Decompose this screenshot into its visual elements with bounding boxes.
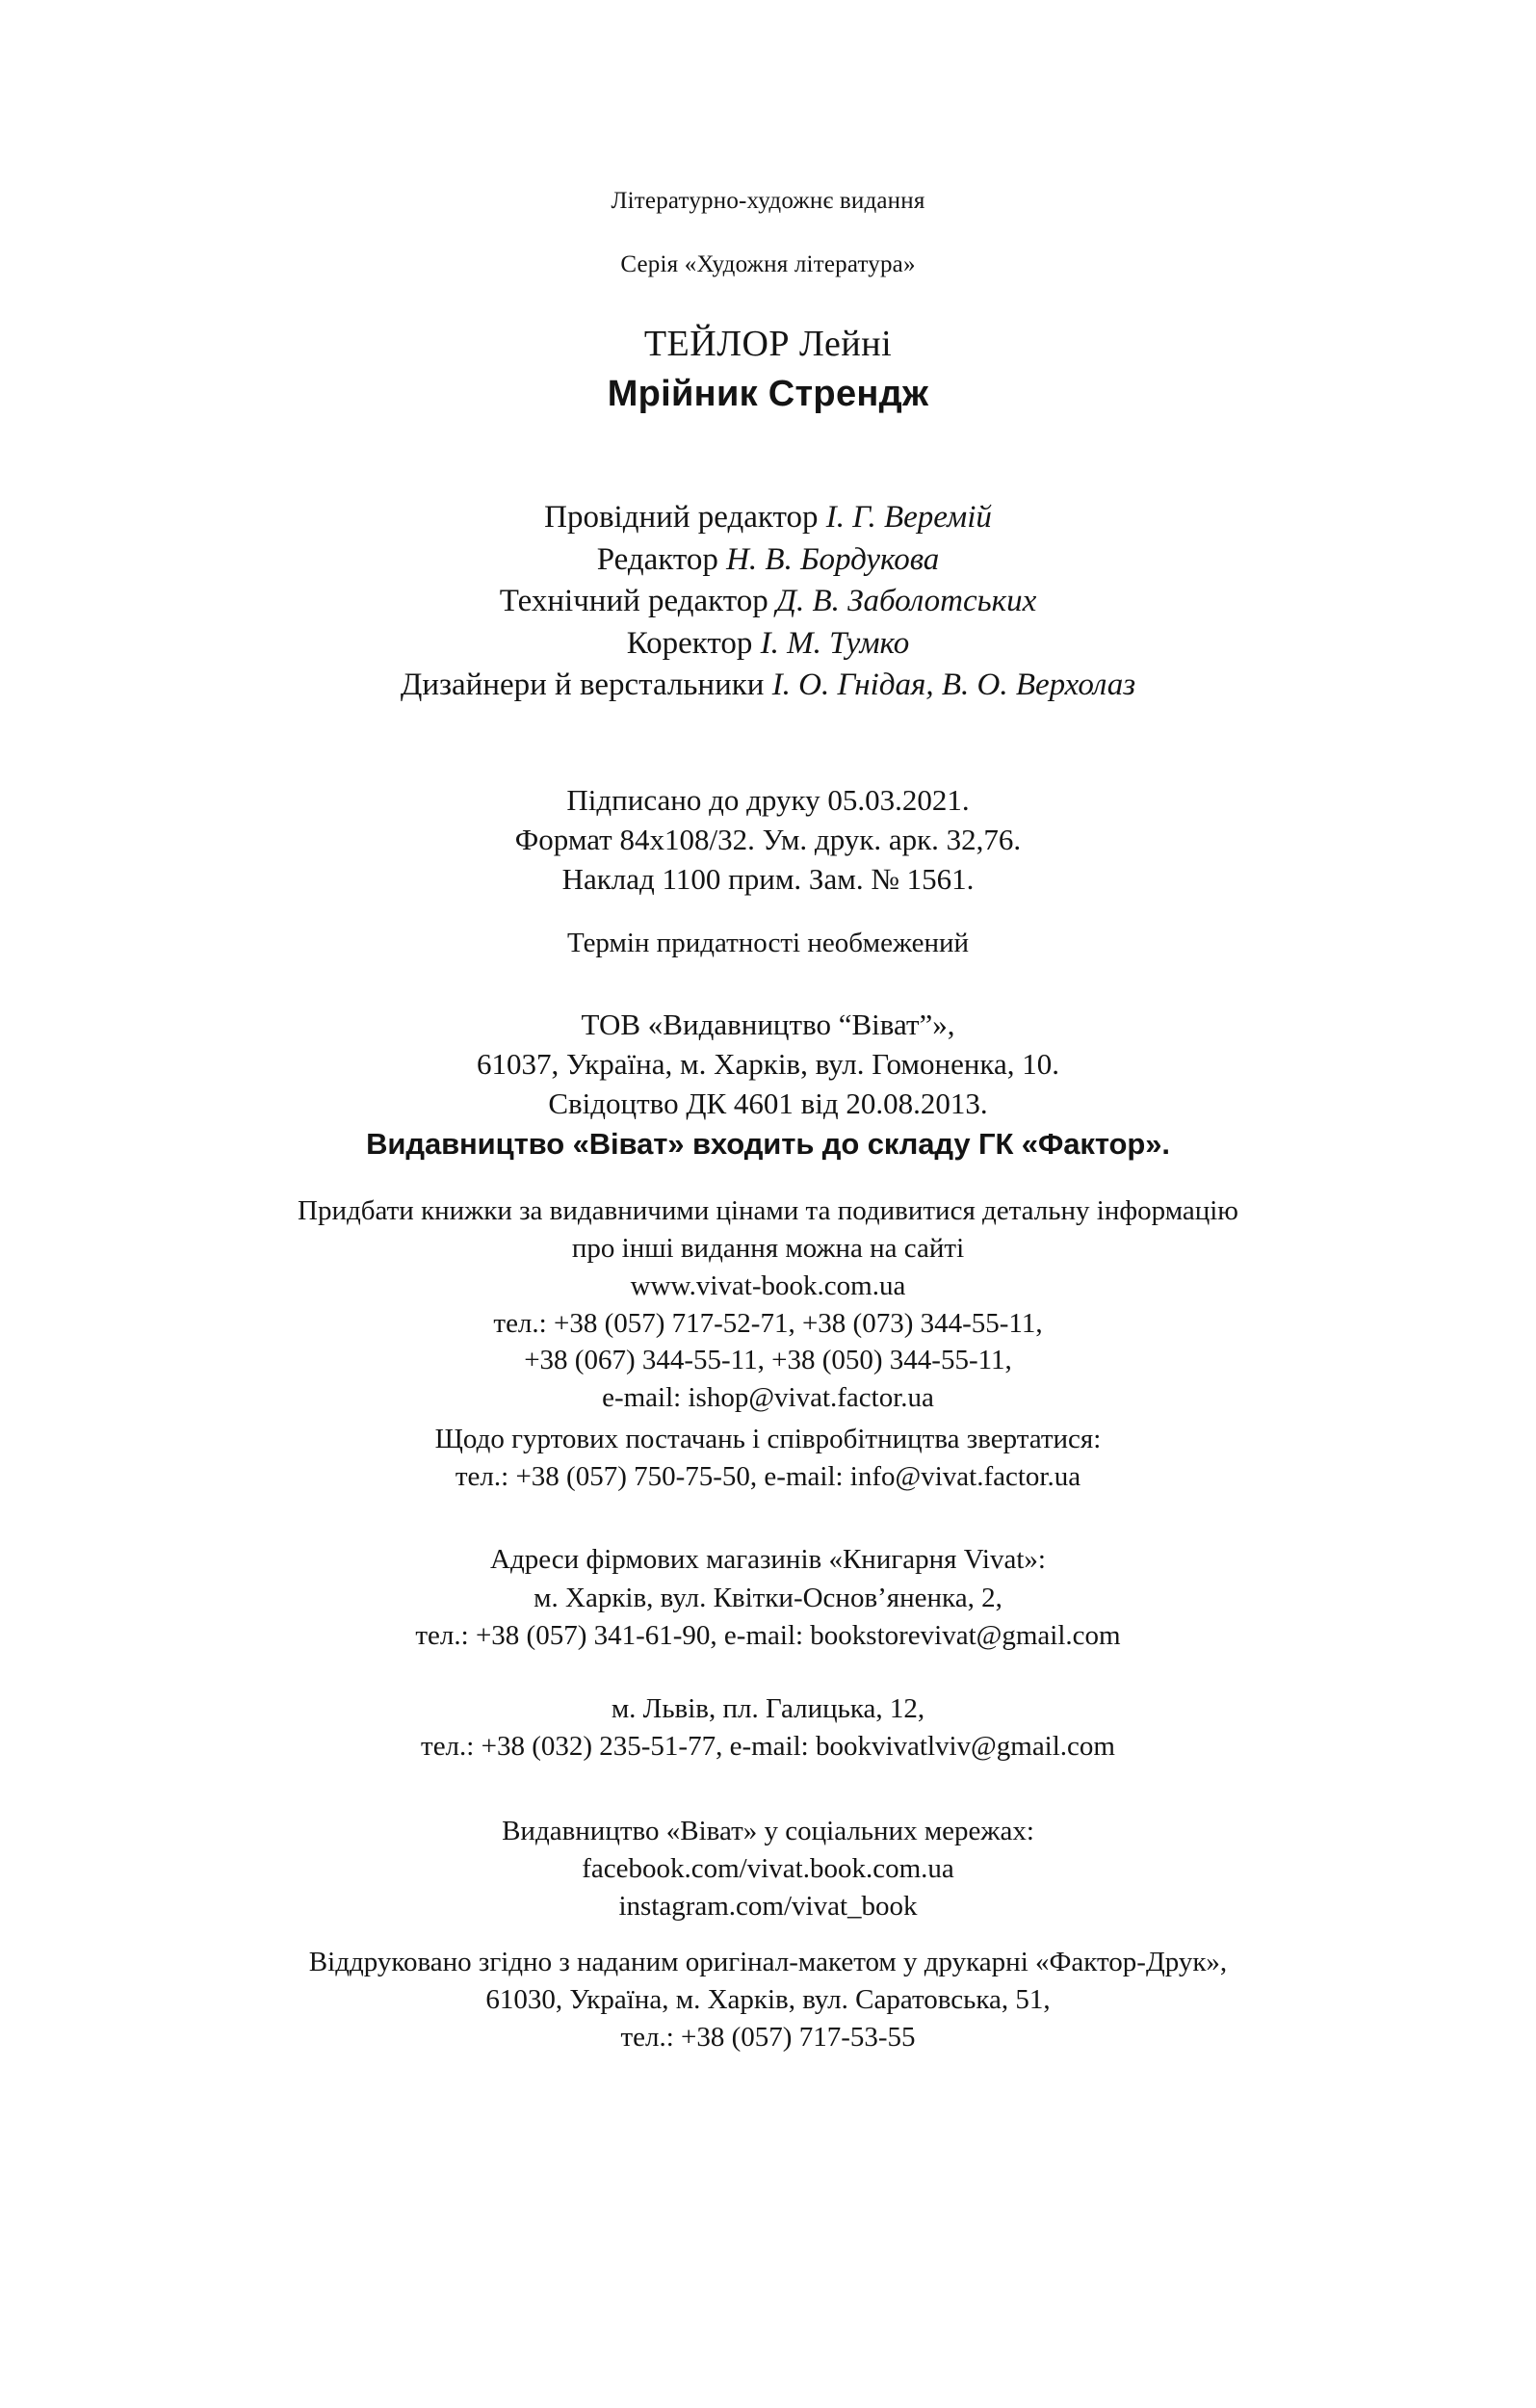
- credit-name: Д. В. Заболотських: [776, 584, 1037, 619]
- publisher-website-link[interactable]: www.vivat-book.com.ua: [630, 1269, 906, 1301]
- author-name: ТЕЙЛОР Лейні: [643, 324, 893, 364]
- wholesale-block: [0, 1421, 1536, 1496]
- credit-row: [0, 539, 1536, 582]
- printing-house-block: [0, 1944, 1536, 2056]
- credit-name: І. О. Гнідая, В. О. Верхолаз: [771, 667, 1136, 703]
- credits-block: [0, 497, 1536, 707]
- publisher-name-line: ТОВ «Видавництво “Віват”»,: [581, 1008, 955, 1041]
- store-kharkiv-contact[interactable]: тел.: +38 (057) 341-61-90, e-mail: bookstorevivat@gmail.com: [415, 1619, 1121, 1651]
- author-block: [0, 326, 1536, 362]
- facebook-link[interactable]: facebook.com/vivat.book.com.ua: [582, 1852, 954, 1884]
- printing-house-line-1: Віддруковано згідно з наданим оригінал-макетом у друкарні «Фактор-Друк»,: [308, 1947, 1228, 1977]
- edition-type-line: Літературно-художнє видання: [611, 188, 925, 214]
- purchase-info-block: [0, 1192, 1536, 1417]
- publisher-certificate-line: Свідоцтво ДК 4601 від 20.08.2013.: [548, 1086, 988, 1121]
- credit-name: І. Г. Веремій: [825, 500, 992, 535]
- social-block: [0, 1813, 1536, 1925]
- credit-role: Провідний редактор: [544, 500, 819, 535]
- purchase-phones-line-1[interactable]: тел.: +38 (057) 717-52-71, +38 (073) 344-55-11,: [493, 1307, 1043, 1339]
- credit-name: Н. В. Бордукова: [726, 541, 940, 577]
- purchase-phones-line-2[interactable]: +38 (067) 344-55-11, +38 (050) 344-55-11,: [524, 1345, 1012, 1376]
- store-kharkiv-address: м. Харків, вул. Квітки-Основ’яненка, 2,: [534, 1583, 1002, 1613]
- print-data-block: [0, 780, 1536, 900]
- credit-row: [0, 665, 1536, 707]
- credit-row: [0, 497, 1536, 539]
- shelf-life-line: Термін придатності необмежений: [566, 928, 970, 958]
- signed-to-print-line: Підписано до друку 05.03.2021.: [566, 783, 970, 817]
- credit-role: Дизайнери й верстальники: [400, 667, 765, 703]
- printing-house-line-3[interactable]: тел.: +38 (057) 717-53-55: [620, 2021, 916, 2053]
- purchase-line-1: Придбати книжки за видавничими цінами та подивитися детальну інформацію: [298, 1195, 1238, 1226]
- shelf-life-block: [0, 929, 1536, 957]
- store-lviv-contact[interactable]: тел.: +38 (032) 235-51-77, e-mail: bookvivatlviv@gmail.com: [421, 1730, 1115, 1762]
- circulation-line: Наклад 1100 прим. Зам. № 1561.: [561, 862, 975, 897]
- wholesale-contact-line[interactable]: тел.: +38 (057) 750-75-50, e-mail: info@vivat.factor.ua: [455, 1460, 1081, 1492]
- publisher-block: [0, 1005, 1536, 1164]
- stores-heading: Адреси фірмових магазинів «Книгарня Vivat»:: [490, 1544, 1046, 1575]
- book-title: Мрійник Стрендж: [607, 374, 929, 414]
- credit-role: Коректор: [626, 625, 753, 661]
- series-block: [0, 252, 1536, 276]
- credit-name: І. М. Тумко: [760, 625, 910, 661]
- credit-row: [0, 581, 1536, 623]
- publisher-group-line: Видавництво «Віват» входить до складу ГК «Фактор».: [366, 1126, 1170, 1161]
- credit-role: Технічний редактор: [499, 584, 768, 619]
- printing-house-line-2: 61030, Україна, м. Харків, вул. Саратовська, 51,: [485, 1983, 1051, 2015]
- credit-row: [0, 623, 1536, 666]
- series-line: Серія «Художня література»: [620, 251, 916, 277]
- stores-heading-block: [0, 1541, 1536, 1579]
- purchase-line-2: про інші видання можна на сайті: [571, 1232, 965, 1264]
- publisher-address-line: 61037, Україна, м. Харків, вул. Гомоненка, 10.: [476, 1047, 1060, 1082]
- title-block: [0, 376, 1536, 412]
- store-kharkiv-block: [0, 1580, 1536, 1655]
- store-lviv-block: [0, 1690, 1536, 1766]
- store-lviv-address: м. Львів, пл. Галицька, 12,: [611, 1693, 925, 1724]
- format-line: Формат 84х108/32. Ум. друк. арк. 32,76.: [514, 823, 1022, 857]
- social-heading: Видавництво «Віват» у соціальних мережах:: [502, 1816, 1034, 1846]
- edition-type-block: [0, 189, 1536, 213]
- credit-role: Редактор: [596, 541, 718, 577]
- purchase-email-line[interactable]: e-mail: ishop@vivat.factor.ua: [602, 1382, 934, 1414]
- wholesale-heading: Щодо гуртових постачань і співробітництва звертатися:: [434, 1424, 1102, 1454]
- instagram-link[interactable]: instagram.com/vivat_book: [618, 1890, 918, 1922]
